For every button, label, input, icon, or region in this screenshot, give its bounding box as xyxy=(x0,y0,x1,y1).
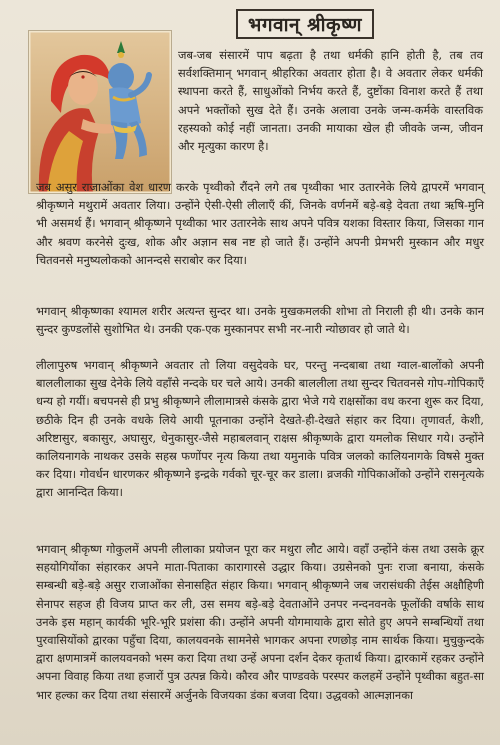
page-title: भगवान् श्रीकृष्ण xyxy=(236,9,374,39)
paragraph-mathura: भगवान् श्रीकृष्ण गोकुलमें अपनी लीलाका प्रयोजन पूरा कर मथुरा लौट आये। वहाँ उन्होंने कंस तथा उसके क्रूर सहयोगियोंका संहारकर अपने माता-पिताका कारागारसे उद्धार किया। उग्रसेनको पुनः राजा बनाया, कंसके सम्बन्धी बड़े-बड़े असुर राजाओंका सेनासहित संहार किया। भगवान् श्रीकृष्णने जब जरासंधकी तेईस अक्षौहिणी सेनापर सहज ही विजय प्राप्त कर ली, उस समय बड़े-बड़े देवताओंने उनपर नन्दनवनके फूलोंकी वर्षाके साथ उनके इस महान् कार्यकी भूरि-भूरि प्रशंसा की। उन्होंने अपनी योगमायाके द्वारा सोते हुए अपने सम्बन्धियों तथा पुरवासियोंको द्वारका पहुँचा दिया, कालयवनके सामनेसे भागकर अपना रणछोड़ नाम सार्थक किया। मुचुकुन्दके द्वारा क्षणमात्रमें कालयवनको भस्म करा दिया तथा उन्हें अपना दर्शन देकर कृतार्थ किया। द्वारकामें रहकर उन्होंने अपना विवाह किया तथा हजारों पुत्र उत्पन्न किये। कौरव और पाण्डवके परस्पर कलहमें उन्होंने पृथ्वीका बहुत-सा भार हल्का कर दिया तथा संसारमें अर्जुनके विजयका डंका बजवा दिया। उद्धवको आत्मज्ञानका xyxy=(36,542,484,702)
krishna-portrait-image xyxy=(28,30,172,194)
krishna-yashoda-portrait-icon xyxy=(29,31,171,193)
paragraph-childhood: लीलापुरुष भगवान् श्रीकृष्णने अवतार तो लिया वसुदेवके घर, परन्तु नन्दबाबा तथा ग्वाल-बालोंको अपनी बाललीलाका सुख देनेके लिये वहाँसे नन्दके घर चले आये। उनकी बाललीला तथा सुन्दर चितवनसे गोप-गोपिकाएँ धन्य हो गयीं। बचपनसे ही प्रभु श्रीकृष्णने लीलामात्रसे कंसके द्वारा भेजे गये राक्षसोंका वध करना शुरू कर दिया, छठीके दिन ही उनके वधके लिये आयी पूतनाका उन्होंने देखते-ही-देखते संहार कर दिया। तृणावर्त, केशी, अरिष्टासुर, बकासुर, अघासुर, धेनुकासुर-जैसे महाबलवान् राक्षस श्रीकृष्णके द्वारा यमलोक सिधार गये। उन्होंने कालियनागके नाथकर उसके सहस्र फणोंपर नृत्य किया तथा यमुनाके पवित्र जलको कालियनागके विषसे मुक्त कर दिया। गोवर्धन धारणकर श्रीकृष्णने इन्द्रके गर्वको चूर-चूर कर डाला। व्रजकी गोपिकाओंको उन्होंने रासनृत्यके द्वारा आनन्दित किया। xyxy=(36,358,484,500)
paragraph-intro: जब-जब संसारमें पाप बढ़ता है तथा धर्मकी हानि होती है, तब तव सर्वशक्तिमान् भगवान् श्रीहरिका अवतार होता है। वे अवतार लेकर धर्मकी स्थापना करते हैं, साधुओंको निर्भय करते हैं, दुष्टोंका विनाश करते हैं तथा अपने भक्तोंको सुख देते हैं। उनके अलावा उनके जन्म-कर्मके वास्तविक रहस्यको कोई नहीं जानता। उनकी मायाका खेल ही जीवके जन्म, जीवन और मृत्युका कारण है। xyxy=(178,48,483,154)
paragraph-form: भगवान् श्रीकृष्णका श्यामल शरीर अत्यन्त सुन्दर था। उनके मुखकमलकी शोभा तो निराली ही थी। उनके कान सुन्दर कुण्डलोंसे सुशोभित थे। उनकी एक-एक मुस्कानपर सभी नर-नारी न्योछावर हो जाते थे। xyxy=(36,304,484,337)
paragraph-avatar: जब असुर राजाओंका वेश धारण करके पृथ्वीको रौंदने लगे तब पृथ्वीका भार उतारनेके लिये द्वापरमें भगवान् श्रीकृष्णने मथुरामें अवतार लिया। उन्होंने ऐसी-ऐसी लीलाएँ कीं, जिनके वर्णनमें बड़े-बड़े देवता तथा ऋषि-मुनि भी असमर्थ हैं। भगवान् श्रीकृष्णने पृथ्वीका भार उतारनेके साथ अपने पवित्र यशका विस्तार किया, जिसका गान और श्रवण करनेसे दुःख, शोक और अज्ञान सब नष्ट हो जाते हैं। उन्होंने अपनी प्रेमभरी मुस्कान और मधुर चितवनसे मनुष्यलोकको आनन्दसे सराबोर कर दिया। xyxy=(36,180,484,267)
